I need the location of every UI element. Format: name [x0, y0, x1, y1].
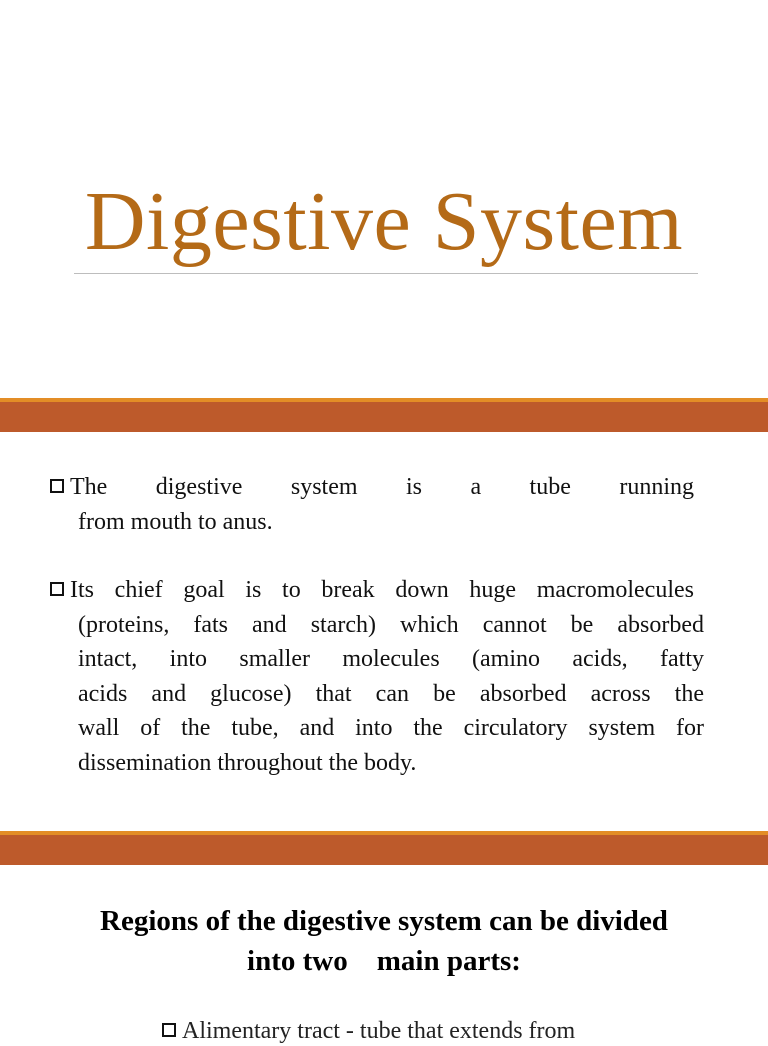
slide-title: Digestive System: [84, 175, 684, 268]
regions-heading-line: Regions of the digestive system can be divided: [100, 905, 668, 937]
bullet-text-line: from mouth to anus.: [78, 508, 273, 535]
regions-heading: [60, 901, 708, 981]
bullet-text-line: dissemination throughout the body.: [78, 749, 417, 776]
bullet-text-line: Alimentary tract - tube that extends from: [182, 1018, 576, 1044]
regions-slide: [0, 865, 768, 1044]
bullet-text-line: acids and glucose) that can be absorbed across the: [78, 680, 704, 707]
bullet-item: [50, 470, 704, 539]
hollow-square-bullet-icon: [50, 479, 64, 493]
hollow-square-bullet-icon: [50, 582, 64, 596]
bullet-item: [162, 1016, 575, 1046]
hollow-square-bullet-icon: [162, 1023, 176, 1037]
bullet-text-line: intact, into smaller molecules (amino acids, fatty: [78, 646, 704, 672]
bullet-text-line: Its chief goal is to break down huge macromolecules: [70, 577, 694, 603]
bullet-text-line: The digestive system is a tube running: [70, 474, 694, 500]
bullet-slide: [0, 432, 768, 831]
slide-separator: [0, 398, 768, 432]
slide-separator: [0, 831, 768, 865]
bullet-text-line: wall of the tube, and into the circulatory system for: [78, 715, 704, 741]
title-slide: [0, 0, 768, 398]
bullet-item: [50, 573, 704, 780]
title-underline: [74, 273, 698, 274]
regions-heading-line: into two main parts:: [247, 945, 521, 977]
bullet-text-line: (proteins, fats and starch) which cannot be absorbed: [78, 611, 704, 638]
